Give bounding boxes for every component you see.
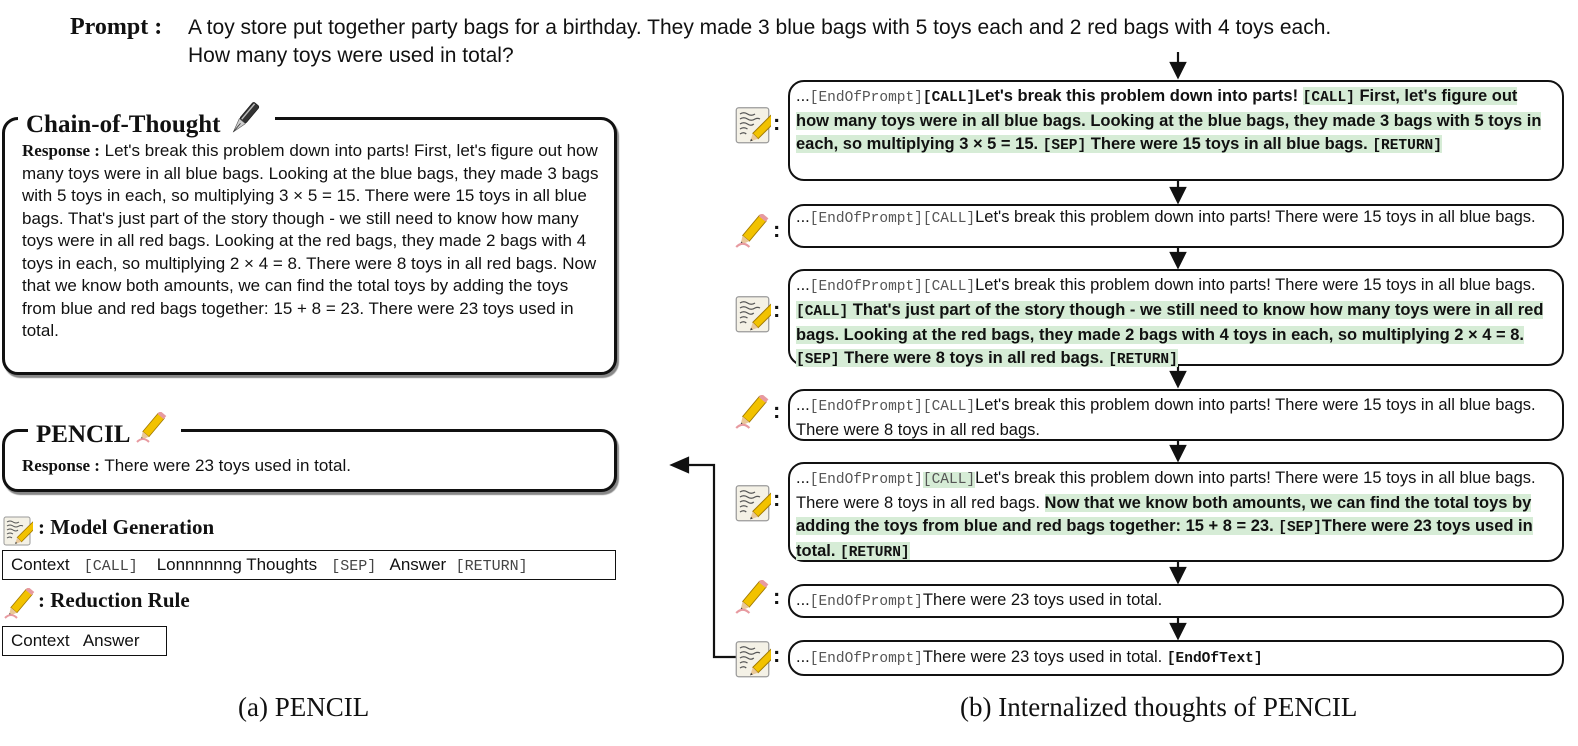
pencil-response-label: Response : <box>22 456 100 475</box>
end-of-text-token: [EndOfText] <box>1166 651 1263 667</box>
call-token: [CALL] <box>922 90 976 106</box>
down-arrow-icon <box>1171 188 1185 202</box>
step-3-text-c: There were 8 toys in all red bags. <box>839 349 1109 367</box>
end-of-prompt-token: [EndOfPrompt] <box>809 279 923 295</box>
left-arrow-icon <box>672 458 688 472</box>
ellipsis: ... <box>796 591 810 609</box>
end-of-prompt-token: [EndOfPrompt] <box>809 399 923 415</box>
ellipsis: ... <box>796 648 810 666</box>
seq-return-token: [RETURN] <box>455 558 528 575</box>
step-1-text-a: Let's break this problem down into parts! <box>975 87 1299 105</box>
ellipsis: ... <box>796 208 810 226</box>
call-token: [CALL] <box>922 472 976 488</box>
end-of-prompt-token: [EndOfPrompt] <box>809 90 923 106</box>
step-5-text-a: Let's break this problem down into parts! There were 15 toys in all blue bags. There were 8 toys in all red bags. <box>796 469 1536 512</box>
step-colon: : <box>773 486 781 511</box>
call-token: [CALL] <box>922 211 976 227</box>
seq-thoughts: Lonnnnnng Thoughts <box>156 555 318 574</box>
pencil-eraser-icon <box>734 395 770 431</box>
sep-token: [SEP] <box>1278 520 1322 536</box>
rr-answer: Answer <box>82 631 140 650</box>
cot-response-text: Let's break this problem down into parts! First, let's figure out how many toys were in all blue bags. Looking at the blue bags, they made 3 bags with 5 toys in each, so multiplying 3 × 5 = 15. There were 15 toys in all blue bags. That's just part of the story though - we still need to know how many toys were in all red bags. Looking at the red bags, they made 2 bags with 4 toys in each, so multiplying 2 × 4 = 8. There were 8 toys in all red bags. Now that we know both amounts, we can find the total toys by adding the toys from blue and red bags together: 15 + 8 = 23. There were 23 toys used in total. <box>22 141 599 340</box>
pencil-eraser-icon <box>734 580 770 616</box>
step-2-box <box>788 204 1564 248</box>
step-colon: : <box>773 110 781 135</box>
step-3-text-a: Let's break this problem down into parts! There were 15 toys in all blue bags. <box>975 276 1536 294</box>
seq-answer: Answer <box>389 555 447 574</box>
step-7-text: There were 23 toys used in total. <box>922 648 1167 666</box>
prompt-line-1: A toy store put together party bags for a birthday. They made 3 blue bags with 5 toys each and 2 red bags with 4 toys each. <box>188 16 1332 39</box>
step-6-text: There were 23 toys used in total. <box>922 591 1163 609</box>
step-5-text-b: Now that we know both amounts, we can find the total toys by adding the toys from blue and red bags together: 15 + 8 = 23. <box>796 494 1532 535</box>
rr-context: Context <box>11 631 70 650</box>
end-of-prompt-token: [EndOfPrompt] <box>809 472 923 488</box>
seq-sep-token: [SEP] <box>331 558 377 575</box>
caption-b: (b) Internalized thoughts of PENCIL <box>960 692 1358 722</box>
step-colon: : <box>773 642 781 667</box>
caption-a: (a) PENCIL <box>238 692 370 722</box>
step-colon: : <box>773 584 781 609</box>
down-arrow-icon <box>1171 63 1185 77</box>
notepad-pencil-icon <box>735 638 771 678</box>
call-token: [CALL] <box>922 399 976 415</box>
down-arrow-icon <box>1171 568 1185 582</box>
prompt-label: Prompt : <box>70 14 163 40</box>
chain-of-thought-title-text: Chain-of-Thought <box>26 111 221 138</box>
call-token: [CALL] <box>1302 90 1355 106</box>
down-arrow-icon <box>1171 624 1185 638</box>
pencil-eraser-icon <box>734 214 770 250</box>
ellipsis: ... <box>796 469 810 487</box>
step-4-text: Let's break this problem down into parts! There were 15 toys in all blue bags. There were 8 toys in all red bags. <box>796 396 1536 439</box>
step-1-box <box>788 80 1564 181</box>
notepad-pencil-icon <box>735 482 771 522</box>
ellipsis: ... <box>796 276 810 294</box>
sep-token: [SEP] <box>796 352 840 368</box>
step-7-box <box>788 640 1564 676</box>
reduction-rule-label: : Reduction Rule <box>38 588 190 612</box>
call-token: [CALL] <box>796 304 849 320</box>
down-arrow-icon <box>1171 372 1185 386</box>
return-token: [RETURN] <box>1372 138 1442 154</box>
seq-context: Context <box>11 555 70 574</box>
step-4-box <box>788 389 1564 441</box>
model-generation-label: : Model Generation <box>38 515 215 539</box>
step-1-text-c: There were 15 toys in all blue bags. <box>1086 135 1373 153</box>
sep-token: [SEP] <box>1042 138 1087 154</box>
notepad-pencil-icon <box>735 104 771 144</box>
step-3-box <box>788 269 1564 366</box>
ellipsis: ... <box>796 87 810 105</box>
step-6-box <box>788 584 1564 618</box>
notepad-pencil-icon <box>735 293 771 333</box>
step-5-text-c: There were 23 toys used in total. <box>796 517 1533 560</box>
call-token: [CALL] <box>922 279 976 295</box>
step-2-text: Let's break this problem down into parts! There were 15 toys in all blue bags. <box>975 208 1536 226</box>
step-1-text-b: First, let's figure out how many toys were in all blue bags. Looking at the blue bags, they made 3 bags with 5 toys in each, so multiplying 3 × 5 = 15. <box>796 87 1542 153</box>
cot-response-label: Response : <box>22 141 100 160</box>
step-colon: : <box>773 398 781 423</box>
end-of-prompt-token: [EndOfPrompt] <box>809 651 923 667</box>
step-colon: : <box>773 217 781 242</box>
pencil-title-text: PENCIL <box>36 421 130 448</box>
return-token: [RETURN] <box>1108 352 1178 368</box>
ellipsis: ... <box>796 396 810 414</box>
down-arrow-icon <box>1171 446 1185 460</box>
step-3-text-b: That's just part of the story though - we still need to know how many toys were in all red bags. Looking at the red bags, they made 2 bags with 4 toys in each, so multiplying 2 × 4 = 8. <box>796 301 1544 344</box>
end-of-prompt-token: [EndOfPrompt] <box>809 594 923 610</box>
step-colon: : <box>773 297 781 322</box>
step-5-box <box>788 462 1564 562</box>
return-token: [RETURN] <box>840 545 910 561</box>
end-of-prompt-token: [EndOfPrompt] <box>809 211 923 227</box>
pencil-response-text: There were 23 toys used in total. <box>99 456 351 475</box>
prompt-line-2: How many toys were used in total? <box>188 44 514 67</box>
down-arrow-icon <box>1171 253 1185 267</box>
seq-call-token: [CALL] <box>83 558 138 575</box>
